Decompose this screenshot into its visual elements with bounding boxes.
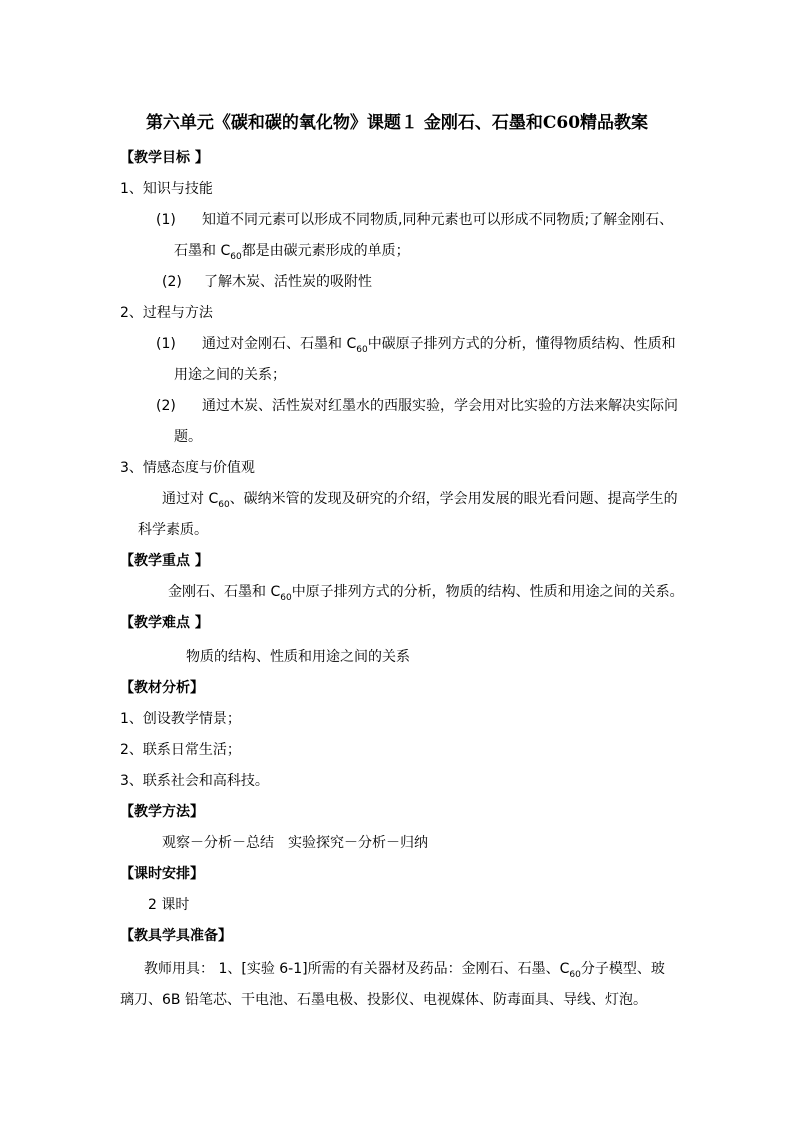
goals-section-1: 1、知识与技能 xyxy=(120,181,213,197)
goals-3-line-b: 科学素质。 xyxy=(138,522,208,538)
item-number: (1) xyxy=(156,336,176,352)
item-number: (1) xyxy=(156,212,176,228)
item-text: 中碳原子排列方式的分析，懂得物质结构、性质和 xyxy=(367,336,676,352)
goals-1-2 xyxy=(162,271,372,291)
subscript: 60 xyxy=(569,969,581,980)
difficult-points-text: 物质的结构、性质和用途之间的关系 xyxy=(186,649,410,665)
goals-2-2-line-a xyxy=(156,395,678,415)
item-text: 中原子排列方式的分析，物质的结构、性质和用途之间的关系。 xyxy=(291,584,684,600)
subscript: 60 xyxy=(356,344,368,355)
item-text: 、碳纳米管的发现及研究的介绍，学会用发展的眼光看问题、提高学生的 xyxy=(229,491,678,507)
item-text: 金刚石、石墨和 C xyxy=(168,584,281,600)
item-text: 了解木炭、活性炭的吸附性 xyxy=(204,274,372,290)
goals-section-2: 2、过程与方法 xyxy=(120,305,213,321)
goals-2-2-line-b: 题。 xyxy=(174,429,202,445)
methods-heading: 【教学方法】 xyxy=(120,804,204,820)
item-text: 石墨和 C xyxy=(174,243,231,259)
material-analysis-item: 2、联系日常生活； xyxy=(120,742,241,758)
page-title: 第六单元《碳和碳的氧化物》课题１ 金刚石、石墨和C60精品教案 xyxy=(145,113,649,133)
item-text: 知道不同元素可以形成不同物质,同种元素也可以形成不同物质;了解金刚石、 xyxy=(202,212,674,228)
item-text: 都是由碳元素形成的单质； xyxy=(241,243,410,259)
goals-1-1-line-b xyxy=(174,240,410,262)
item-text: 通过对 C xyxy=(162,491,219,507)
item-text: 通过对金刚石、石墨和 C xyxy=(202,336,357,352)
subscript: 60 xyxy=(280,592,292,603)
material-analysis-item: 1、创设教学情景； xyxy=(120,711,241,727)
goals-heading: 【教学目标 】 xyxy=(120,150,209,166)
item-number: (2) xyxy=(162,274,182,290)
item-number: (2) xyxy=(156,398,176,414)
subscript: 60 xyxy=(230,251,242,262)
tools-line-1 xyxy=(144,958,665,980)
item-text: 分子模型、玻 xyxy=(580,961,665,977)
goals-1-1-line-a xyxy=(156,209,673,229)
schedule-text: 2 课时 xyxy=(148,897,190,913)
subscript: 60 xyxy=(218,499,230,510)
item-text: 通过木炭、活性炭对红墨水的西服实验，学会用对比实验的方法来解决实际问 xyxy=(202,398,678,414)
goals-section-3: 3、情感态度与价值观 xyxy=(120,460,255,476)
methods-text: 观察－分析－总结 实验探究－分析－归纳 xyxy=(162,835,428,851)
material-analysis-item: 3、联系社会和高科技。 xyxy=(120,773,269,789)
goals-2-1-line-a xyxy=(156,333,676,355)
key-points-heading: 【教学重点 】 xyxy=(120,553,209,569)
goals-2-1-line-b: 用途之间的关系； xyxy=(174,367,286,383)
key-points-text xyxy=(168,581,684,603)
schedule-heading: 【课时安排】 xyxy=(120,866,204,882)
tools-heading: 【教具学具准备】 xyxy=(120,928,232,944)
material-analysis-heading: 【教材分析】 xyxy=(120,680,204,696)
item-text: 教师用具： 1、[实验 6-1]所需的有关器材及药品：金刚石、石墨、C xyxy=(144,961,570,977)
goals-3-line-a xyxy=(162,488,678,510)
difficult-points-heading: 【教学难点 】 xyxy=(120,615,209,631)
tools-line-2: 璃刀、6B 铅笔芯、干电池、石墨电极、投影仪、电视媒体、防毒面具、导线、灯泡。 xyxy=(120,992,647,1008)
